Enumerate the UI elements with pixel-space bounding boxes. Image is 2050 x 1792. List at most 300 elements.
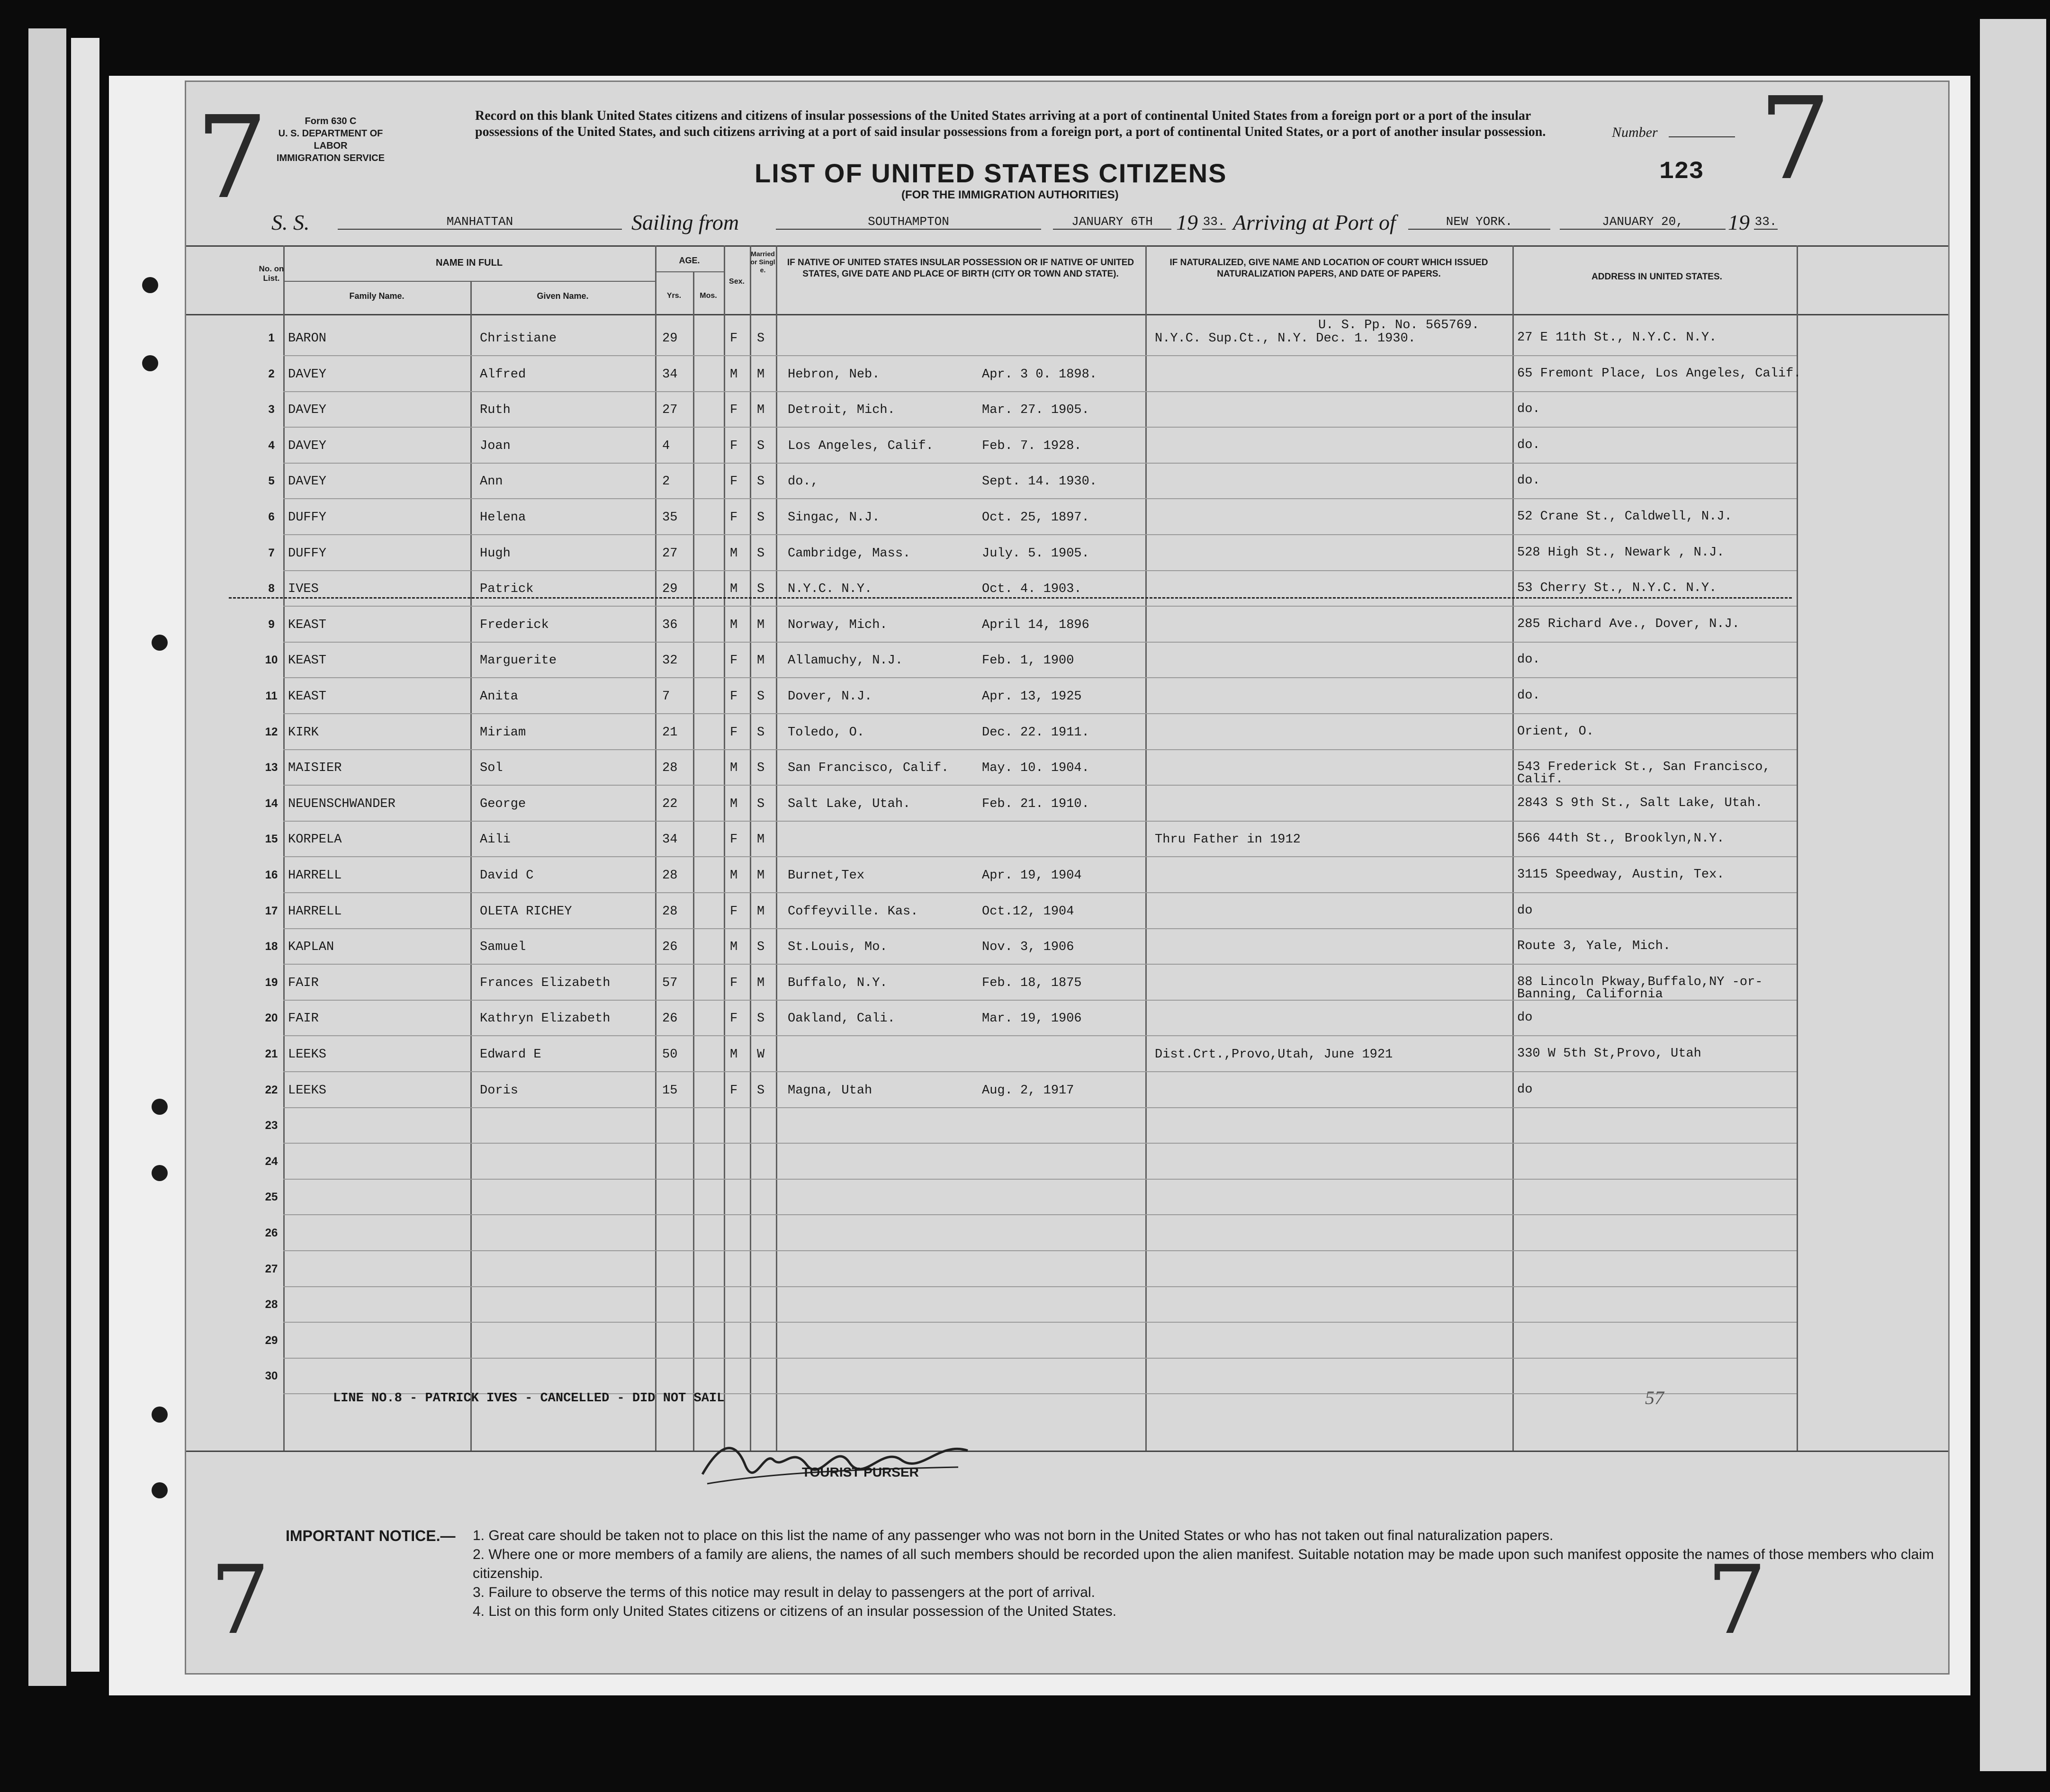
- row-rule: [283, 892, 1797, 893]
- given-name: OLETA RICHEY: [480, 904, 572, 919]
- age-years: 26: [662, 940, 678, 955]
- row-number: 23: [265, 1119, 278, 1132]
- corner-number-bottom-right: 7: [1707, 1545, 1767, 1656]
- age-years: 34: [662, 833, 678, 847]
- birth-date: Aug. 2, 1917: [982, 1083, 1074, 1098]
- marital-status: M: [757, 869, 765, 883]
- page-title: LIST OF UNITED STATES CITIZENS: [755, 158, 1227, 188]
- table-row: [186, 572, 1948, 607]
- col-name-in-full: NAME IN FULL: [435, 258, 503, 268]
- sex: M: [730, 797, 738, 811]
- marital-status: M: [757, 367, 765, 382]
- cancel-strike-line: [229, 597, 1792, 599]
- given-name: Anita: [480, 690, 519, 704]
- birth-place: San Francisco, Calif.: [788, 761, 949, 776]
- family-name: NEUENSCHWANDER: [288, 797, 396, 811]
- age-years: 27: [662, 403, 678, 418]
- age-years: 36: [662, 618, 678, 632]
- row-number: 9: [268, 618, 275, 631]
- sex: M: [730, 761, 738, 776]
- sex: F: [730, 439, 738, 453]
- arrive-date: JANUARY 20,: [1560, 215, 1726, 230]
- cancel-note: LINE NO.8 - PATRICK IVES - CANCELLED - DID NOT SAIL: [333, 1391, 725, 1406]
- address: do: [1517, 1011, 1533, 1025]
- birth-date: Oct. 25, 1897.: [982, 511, 1089, 525]
- birth-place: do.,: [788, 475, 818, 489]
- table-row: [186, 1145, 1948, 1180]
- row-rule: [283, 1214, 1797, 1215]
- given-name: George: [480, 797, 526, 811]
- row-number: 17: [265, 904, 278, 917]
- col-married: Married or Single.: [750, 250, 775, 274]
- row-number: 16: [265, 869, 278, 881]
- birth-place: Magna, Utah: [788, 1083, 872, 1098]
- birth-date: Oct.12, 1904: [982, 904, 1074, 919]
- birth-date: Dec. 22. 1911.: [982, 725, 1089, 740]
- list-number: 123: [1659, 158, 1704, 186]
- row-number: 12: [265, 725, 278, 738]
- address: 52 Crane St., Caldwell, N.J.: [1517, 510, 1732, 524]
- name-header-divider: [283, 281, 655, 282]
- row-rule: [283, 606, 1797, 607]
- row-rule: [283, 1071, 1797, 1072]
- table-row: [186, 1252, 1948, 1287]
- table-top-border: [186, 245, 1948, 247]
- row-rule: [283, 1286, 1797, 1287]
- number-line: [1669, 136, 1735, 137]
- given-name: Alfred: [480, 367, 526, 382]
- corner-number-bottom-left: 7: [210, 1545, 270, 1656]
- row-number: 30: [265, 1370, 278, 1383]
- birth-date: Sept. 14. 1930.: [982, 475, 1097, 489]
- birth-date: Mar. 19, 1906: [982, 1012, 1082, 1026]
- birth-place: Norway, Mich.: [788, 618, 888, 632]
- given-name: Marguerite: [480, 654, 557, 668]
- birth-place: Burnet,Tex: [788, 869, 865, 883]
- sex: F: [730, 690, 738, 704]
- marital-status: M: [757, 403, 765, 418]
- page-count: 57: [1645, 1387, 1664, 1408]
- row-rule: [283, 642, 1797, 643]
- address: Orient, O.: [1517, 724, 1594, 739]
- ss-label: S. S.: [271, 210, 310, 234]
- birth-place: Dover, N.J.: [788, 690, 872, 704]
- age-years: 7: [662, 690, 670, 704]
- birth-date: Apr. 3 0. 1898.: [982, 367, 1097, 382]
- binder-strip: [28, 28, 66, 1686]
- birth-date: Mar. 27. 1905.: [982, 403, 1089, 418]
- address: do: [1517, 1082, 1533, 1097]
- row-rule: [283, 928, 1797, 929]
- row-number: 25: [265, 1191, 278, 1204]
- address: 528 High St., Newark , N.J.: [1517, 545, 1725, 560]
- address: do.: [1517, 689, 1540, 703]
- given-name: Sol: [480, 761, 503, 776]
- row-number: 28: [265, 1298, 278, 1311]
- row-number: 5: [268, 475, 275, 488]
- form-id-block: [264, 115, 397, 164]
- row-number: 14: [265, 797, 278, 810]
- family-name: KIRK: [288, 725, 319, 740]
- marital-status: S: [757, 332, 765, 346]
- birth-place: Los Angeles, Calif.: [788, 439, 934, 453]
- family-name: DAVEY: [288, 403, 327, 418]
- family-name: IVES: [288, 582, 319, 597]
- row-rule: [283, 1179, 1797, 1180]
- sex: M: [730, 582, 738, 597]
- form-id: Form 630 C: [305, 116, 357, 126]
- port-to: NEW YORK.: [1408, 215, 1550, 230]
- notice-heading: IMPORTANT NOTICE.—: [286, 1527, 456, 1544]
- address: do.: [1517, 402, 1540, 417]
- age-years: 4: [662, 439, 670, 453]
- birth-place: Allamuchy, N.J.: [788, 654, 903, 668]
- family-name: HARRELL: [288, 869, 342, 883]
- marital-status: M: [757, 654, 765, 668]
- row-number: 29: [265, 1334, 278, 1347]
- row-rule: [283, 821, 1797, 822]
- row-number: 10: [265, 654, 278, 667]
- birth-place: Cambridge, Mass.: [788, 546, 911, 561]
- marital-status: S: [757, 690, 765, 704]
- birth-date: Feb. 18, 1875: [982, 976, 1082, 990]
- marital-status: S: [757, 582, 765, 597]
- row-rule: [283, 570, 1797, 571]
- passport-number: U. S. Pp. No. 565769.: [1318, 318, 1480, 332]
- table-row: [186, 679, 1948, 714]
- sex: M: [730, 618, 738, 632]
- family-name: DAVEY: [288, 475, 327, 489]
- address: 330 W 5th St,Provo, Utah: [1517, 1047, 1701, 1061]
- table-row: [186, 787, 1948, 822]
- birth-date: Oct. 4. 1903.: [982, 582, 1082, 597]
- arriving-label: Arriving at Port of: [1233, 210, 1396, 234]
- birth-place: Hebron, Neb.: [788, 367, 880, 382]
- sex: F: [730, 654, 738, 668]
- row-rule: [283, 427, 1797, 428]
- sex: F: [730, 511, 738, 525]
- row-number: 3: [268, 403, 275, 416]
- row-number: 7: [268, 546, 275, 559]
- page-subtitle: (FOR THE IMMIGRATION AUTHORITIES): [901, 188, 1119, 201]
- col-mos: Mos.: [700, 292, 717, 300]
- birth-place: Toledo, O.: [788, 725, 865, 740]
- punch-hole: [142, 277, 158, 293]
- table-row: [186, 464, 1948, 499]
- row-number: 20: [265, 1012, 278, 1025]
- row-number: 4: [268, 439, 275, 452]
- row-rule: [283, 498, 1797, 499]
- family-name: DUFFY: [288, 511, 327, 525]
- row-rule: [283, 1035, 1797, 1036]
- sex: F: [730, 725, 738, 740]
- given-name: Frederick: [480, 618, 549, 632]
- sail-year-prefix: 19: [1176, 210, 1198, 234]
- row-rule: [283, 856, 1797, 857]
- given-name: Frances Elizabeth: [480, 976, 611, 990]
- sex: F: [730, 332, 738, 346]
- table-row: [186, 1288, 1948, 1323]
- row-rule: [283, 1250, 1797, 1251]
- birth-date: July. 5. 1905.: [982, 546, 1089, 561]
- address: 285 Richard Ave., Dover, N.J.: [1517, 617, 1740, 631]
- family-name: KEAST: [288, 654, 327, 668]
- row-number: 19: [265, 976, 278, 989]
- row-number: 22: [265, 1083, 278, 1096]
- corner-number-top-right: 7: [1759, 72, 1831, 205]
- row-rule: [283, 964, 1797, 965]
- col-sex: Sex.: [729, 278, 745, 286]
- given-name: Kathryn Elizabeth: [480, 1012, 611, 1026]
- table-row: [186, 1037, 1948, 1072]
- table-row: [186, 858, 1948, 893]
- marital-status: S: [757, 511, 765, 525]
- given-name: Helena: [480, 511, 526, 525]
- marital-status: S: [757, 761, 765, 776]
- row-number: 18: [265, 940, 278, 953]
- table-row: [186, 608, 1948, 643]
- manifest-form: [185, 72, 1950, 1675]
- address: 88 Lincoln Pkway,Buffalo,NY -or- Banning, California: [1517, 975, 1763, 1002]
- notice-item-3: 3. Failure to observe the terms of this notice may result in delay to passengers at the port of arrival.: [473, 1585, 1095, 1600]
- address: Route 3, Yale, Mich.: [1517, 939, 1671, 954]
- given-name: Doris: [480, 1083, 519, 1098]
- age-years: 22: [662, 797, 678, 811]
- age-years: 2: [662, 475, 670, 489]
- sex: M: [730, 940, 738, 955]
- table-row: [186, 429, 1948, 464]
- punch-hole: [142, 355, 158, 371]
- family-name: FAIR: [288, 1012, 319, 1026]
- birth-date: Feb. 7. 1928.: [982, 439, 1082, 453]
- row-rule: [283, 1143, 1797, 1144]
- birth-place: Detroit, Mich.: [788, 403, 895, 418]
- family-name: BARON: [288, 332, 327, 346]
- family-name: LEEKS: [288, 1083, 327, 1098]
- punch-hole: [152, 1407, 168, 1423]
- age-years: 32: [662, 654, 678, 668]
- row-number: 6: [268, 511, 275, 523]
- birth-place: Oakland, Cali.: [788, 1012, 895, 1026]
- table-bottom-border: [186, 1451, 1948, 1452]
- family-name: HARRELL: [288, 904, 342, 919]
- naturalization: Thru Father in 1912: [1155, 833, 1301, 847]
- given-name: Aili: [480, 833, 511, 847]
- row-rule: [283, 1358, 1797, 1359]
- naturalization: Dist.Crt.,Provo,Utah, June 1921: [1155, 1048, 1393, 1062]
- marital-status: S: [757, 475, 765, 489]
- age-years: 21: [662, 725, 678, 740]
- sex: M: [730, 546, 738, 561]
- sex: M: [730, 869, 738, 883]
- row-number: 8: [268, 582, 275, 595]
- notice-item-1: 1. Great care should be taken not to place on this list the name of any passenger who was not born in the United States or who has not taken out final naturalization papers.: [473, 1528, 1554, 1543]
- row-rule: [283, 391, 1797, 392]
- ship-name: MANHATTAN: [338, 215, 622, 230]
- family-name: KEAST: [288, 618, 327, 632]
- age-years: 34: [662, 367, 678, 382]
- arrive-year: 33.: [1754, 215, 1777, 229]
- age-years: 27: [662, 546, 678, 561]
- marital-status: W: [757, 1048, 765, 1062]
- number-label: Number: [1612, 125, 1658, 140]
- family-name: KAPLAN: [288, 940, 334, 955]
- sex: M: [730, 367, 738, 382]
- birth-date: Nov. 3, 1906: [982, 940, 1074, 955]
- given-name: Edward E: [480, 1048, 541, 1062]
- header-bottom-border: [186, 314, 1948, 315]
- birth-date: Apr. 13, 1925: [982, 690, 1082, 704]
- table-row: [186, 1180, 1948, 1215]
- age-years: 50: [662, 1048, 678, 1062]
- given-name: Patrick: [480, 582, 534, 597]
- col-given: Given Name.: [537, 291, 589, 301]
- marital-status: S: [757, 940, 765, 955]
- row-number: 2: [268, 367, 275, 380]
- department: U. S. DEPARTMENT OF LABOR: [278, 128, 383, 151]
- address: 566 44th St., Brooklyn,N.Y.: [1517, 832, 1725, 846]
- col-yrs: Yrs.: [666, 292, 682, 300]
- family-name: KEAST: [288, 690, 327, 704]
- given-name: Miriam: [480, 725, 526, 740]
- row-rule: [283, 1107, 1797, 1108]
- sex: F: [730, 1083, 738, 1098]
- sex: F: [730, 904, 738, 919]
- voyage-line: [186, 210, 1948, 238]
- col-no: No. on List.: [259, 264, 284, 283]
- sail-date: JANUARY 6TH: [1053, 215, 1171, 230]
- table-row: [186, 393, 1948, 428]
- row-number: 11: [265, 690, 278, 702]
- address: 543 Frederick St., San Francisco, Calif.: [1517, 760, 1771, 787]
- sail-year: 33.: [1203, 215, 1225, 229]
- marital-status: M: [757, 618, 765, 632]
- family-name: KORPELA: [288, 833, 342, 847]
- col-address: ADDRESS IN UNITED STATES.: [1591, 272, 1722, 282]
- sex: F: [730, 403, 738, 418]
- table-row: [186, 822, 1948, 857]
- right-page-edge: [1980, 19, 2046, 1771]
- age-years: 28: [662, 761, 678, 776]
- marital-status: M: [757, 976, 765, 990]
- birth-place: St.Louis, Mo.: [788, 940, 888, 955]
- family-name: DUFFY: [288, 546, 327, 561]
- notice-item-2: 2. Where one or more members of a family are aliens, the names of all such members should be recorded upon the alien manifest. Suitable notation may be made upon such manifest opposite the names of those members who claim citizenship.: [473, 1547, 1934, 1581]
- marital-status: M: [757, 904, 765, 919]
- family-name: LEEKS: [288, 1048, 327, 1062]
- row-number: 21: [265, 1048, 278, 1060]
- col-naturalized: IF NATURALIZED, GIVE NAME AND LOCATION OF COURT WHICH ISSUED NATURALIZATION PAPERS, AND DATE OF PAPERS.: [1169, 258, 1488, 279]
- table-row: [186, 930, 1948, 965]
- table-row: [186, 1001, 1948, 1036]
- sailing-label: Sailing from: [631, 210, 739, 234]
- age-years: 15: [662, 1083, 678, 1098]
- table-row: [186, 536, 1948, 571]
- table-row: [186, 1359, 1948, 1394]
- row-number: 15: [265, 833, 278, 846]
- marital-status: S: [757, 439, 765, 453]
- sex: F: [730, 475, 738, 489]
- birth-date: Feb. 1, 1900: [982, 654, 1074, 668]
- table-row: [186, 751, 1948, 786]
- row-rule: [283, 1322, 1797, 1323]
- signature-title: TOURIST PURSER: [802, 1465, 919, 1479]
- birth-place: N.Y.C. N.Y.: [788, 582, 872, 597]
- age-years: 29: [662, 332, 678, 346]
- marital-status: S: [757, 1083, 765, 1098]
- row-number: 13: [265, 761, 278, 774]
- birth-place: Coffeyville. Kas.: [788, 904, 918, 919]
- age-years: 57: [662, 976, 678, 990]
- instructions: Record on this blank United States citizens and citizens of insular possessions of the United States arriving at a port of continental United States from a foreign port or a port of the insular possessions of the United States, and such citizens arriving at a port of said insular possessions from a foreign port, a port of continental United States, or a port of another insular possession.: [475, 108, 1546, 139]
- age-years: 26: [662, 1012, 678, 1026]
- row-number: 1: [268, 332, 275, 344]
- family-name: DAVEY: [288, 367, 327, 382]
- marital-status: S: [757, 1012, 765, 1026]
- row-rule: [283, 355, 1797, 356]
- row-rule: [283, 713, 1797, 714]
- address: do.: [1517, 474, 1540, 488]
- marital-status: S: [757, 725, 765, 740]
- given-name: Ruth: [480, 403, 511, 418]
- row-rule: [283, 749, 1797, 750]
- punch-hole: [152, 1165, 168, 1181]
- row-rule: [283, 534, 1797, 535]
- birth-place: Salt Lake, Utah.: [788, 797, 911, 811]
- punch-hole: [152, 635, 168, 651]
- age-years: 28: [662, 869, 678, 883]
- row-number: 26: [265, 1227, 278, 1239]
- table-row: [186, 715, 1948, 750]
- address: do: [1517, 903, 1533, 918]
- row-number: 27: [265, 1262, 278, 1275]
- address: 65 Fremont Place, Los Angeles, Calif.: [1517, 366, 1801, 381]
- age-years: 35: [662, 511, 678, 525]
- table-row: [186, 894, 1948, 929]
- table-row: [186, 966, 1948, 1001]
- row-rule: [283, 463, 1797, 464]
- table-row: [186, 357, 1948, 392]
- sex: M: [730, 1048, 738, 1062]
- table-row: [186, 1216, 1948, 1251]
- given-name: Christiane: [480, 332, 557, 346]
- family-name: MAISIER: [288, 761, 342, 776]
- address: 2843 S 9th St., Salt Lake, Utah.: [1517, 796, 1763, 810]
- sex: F: [730, 1012, 738, 1026]
- birth-date: Feb. 21. 1910.: [982, 797, 1089, 811]
- table-row: [186, 643, 1948, 678]
- purser-signature: [693, 1422, 977, 1498]
- given-name: Ann: [480, 475, 503, 489]
- table-row: [186, 1109, 1948, 1144]
- port-from: SOUTHAMPTON: [776, 215, 1041, 230]
- table-row: [186, 500, 1948, 535]
- given-name: Hugh: [480, 546, 511, 561]
- address: 27 E 11th St., N.Y.C. N.Y.: [1517, 331, 1717, 345]
- birth-place: Singac, N.J.: [788, 511, 880, 525]
- table-row: [186, 318, 1948, 356]
- marital-status: S: [757, 797, 765, 811]
- age-years: 29: [662, 582, 678, 597]
- given-name: Joan: [480, 439, 511, 453]
- punch-hole: [152, 1482, 168, 1498]
- birth-date: Apr. 19, 1904: [982, 869, 1082, 883]
- row-number: 24: [265, 1155, 278, 1168]
- service: IMMIGRATION SERVICE: [276, 153, 385, 163]
- notice-item-4: 4. List on this form only United States citizens or citizens of an insular possession of the United States.: [473, 1604, 1117, 1619]
- family-name: DAVEY: [288, 439, 327, 453]
- age-header-divider: [655, 271, 724, 272]
